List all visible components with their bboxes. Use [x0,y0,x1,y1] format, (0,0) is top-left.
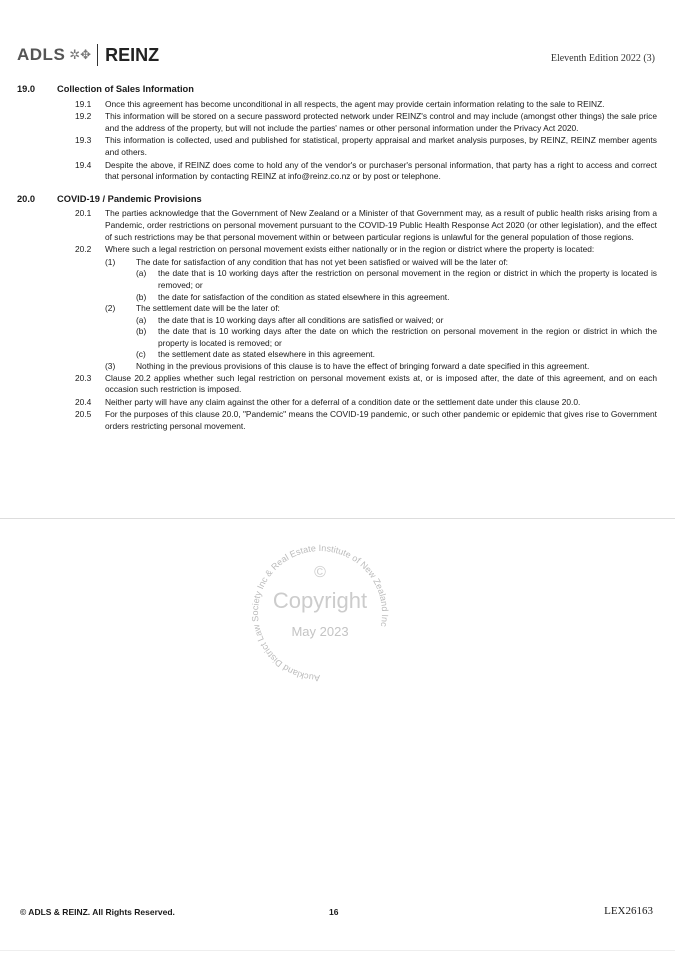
clause-text: Once this agreement has become unconditional in all respects, the agent may provide certain information relating to the sale to REINZ. [105,98,605,109]
item-text: the date that is 10 working days after the date on which the restriction on personal movement in the region or district in which the property is located is removed; or [158,326,657,348]
item-text: the date for satisfaction of the condition as stated elsewhere in this agreement. [158,291,450,302]
clause-number: 20.1 [75,208,92,219]
item-letter: (c) [136,349,146,360]
clause-number: 19.3 [75,135,92,146]
clause-text: Clause 20.2 applies whether such legal restriction on personal movement exists at, or is imposed after, the date of this agreement, and on each occasion such restriction is imposed. [105,372,657,395]
section-number: 19.0 [17,84,36,94]
subclause-number: (2) [105,303,116,314]
clause-number: 19.2 [75,111,92,122]
section-title: COVID-19 / Pandemic Provisions [57,193,202,204]
clause-number: 20.5 [75,409,92,420]
subclause-text: The date for satisfaction of any condition that has not yet been satisfied or waived will be the later of: [136,256,508,267]
clause-text: This information will be stored on a secure password protected network under REINZ's control and may include (amongst other things) the sale price and the address of the property, but will not include the parties' names or other personal information under the Privacy Act 2020. [105,111,657,133]
section-heading [17,194,657,206]
header-logo [17,44,159,66]
subclause-text: Nothing in the previous provisions of this clause is to have the effect of bringing forward a date specified in this agreement. [136,361,590,372]
watermark-ring-text: Auckland District Law Society Inc & Real Estate Institute of New Zealand Inc [250,542,391,684]
clause [75,373,657,396]
item-letter: (b) [136,326,147,337]
copyright-watermark [235,540,405,685]
subclause-item [136,268,657,291]
clause-text: Where such a legal restriction on personal movement exists either nationally or in the region or district where the property is located: [105,244,595,255]
subclause-number: (3) [105,361,116,372]
watermark-title: Copyright [272,588,368,613]
clause [75,135,657,158]
subclause [105,303,657,315]
item-letter: (a) [136,268,147,279]
section-title: Collection of Sales Information [57,84,194,94]
subclause-number: (1) [105,256,116,267]
clause-number: 20.2 [75,244,92,255]
clause [75,244,657,256]
item-text: the date that is 10 working days after all conditions are satisfied or waived; or [158,314,444,325]
clause [75,160,657,183]
document-body [17,82,657,434]
logo-divider [97,44,98,66]
copyright-symbol: © [314,564,326,581]
clause-number: 19.4 [75,159,92,170]
clause-number: 20.3 [75,372,92,383]
clause-text: The parties acknowledge that the Government of New Zealand or a Minister of that Government may, as a result of public health risks arising from a Pandemic, order restrictions on personal movement pursuant to the COVID-19 Public Health Response Act 2020 (or other legislation), and the effect of such restrictions may be that personal movement within or between particular regions is unlawful for the general population of those regions. [105,208,657,242]
subclause-text: The settlement date will be the later of: [136,303,280,314]
watermark-ring [235,540,405,685]
reinz-logo: REINZ [105,44,160,65]
footer-rights: © ADLS & REINZ. All Rights Reserved. [20,907,175,917]
section-heading [17,84,657,96]
clause-text: Neither party will have any claim against the other for a deferral of a condition date or the settlement date under this clause 20.0. [105,396,581,407]
clause-text: Despite the above, if REINZ does come to hold any of the vendor's or purchaser's personal information, that party has a right to access and correct that personal information by contacting REINZ at info@reinz.co.nz or by post or telephone. [105,159,657,182]
subclause-item [136,349,657,361]
crest-icon: ✲✥ [69,47,92,62]
clause [75,208,657,243]
clause [75,409,657,432]
svg-text:Auckland District Law Society [250,543,390,683]
document-code: LEX26163 [604,905,653,917]
watermark-date: May 2023 [291,624,349,639]
item-text: the settlement date as stated elsewhere in this agreement. [158,349,375,360]
subclause-item [136,315,657,327]
bottom-rule [0,950,675,951]
clause-number: 19.1 [75,98,92,109]
item-letter: (a) [136,314,147,325]
item-text: the date that is 10 working days after the restriction on personal movement in the region or district in which the property is located is removed; or [158,268,657,290]
scan-rule [0,518,675,519]
subclause [105,361,657,373]
subclause-item [136,326,657,349]
section-number: 20.0 [17,193,36,204]
adls-logo: ADLS [17,45,66,64]
clause-text: This information is collected, used and published for statistical, property appraisal and market analysis purposes, by REINZ, REINZ member agents and others. [105,135,657,157]
subclause-item [136,292,657,304]
edition-label: Eleventh Edition 2022 (3) [550,53,655,64]
clause [75,111,657,134]
item-letter: (b) [136,291,147,302]
clause-text: For the purposes of this clause 20.0, "Pandemic" means the COVID-19 pandemic, or such other pandemic or epidemic that gives rise to Government orders restricting personal movement. [105,409,657,432]
clause-number: 20.4 [75,396,92,407]
clause [75,397,657,409]
clause [75,99,657,111]
page-number: 16 [329,907,339,917]
subclause [105,257,657,269]
